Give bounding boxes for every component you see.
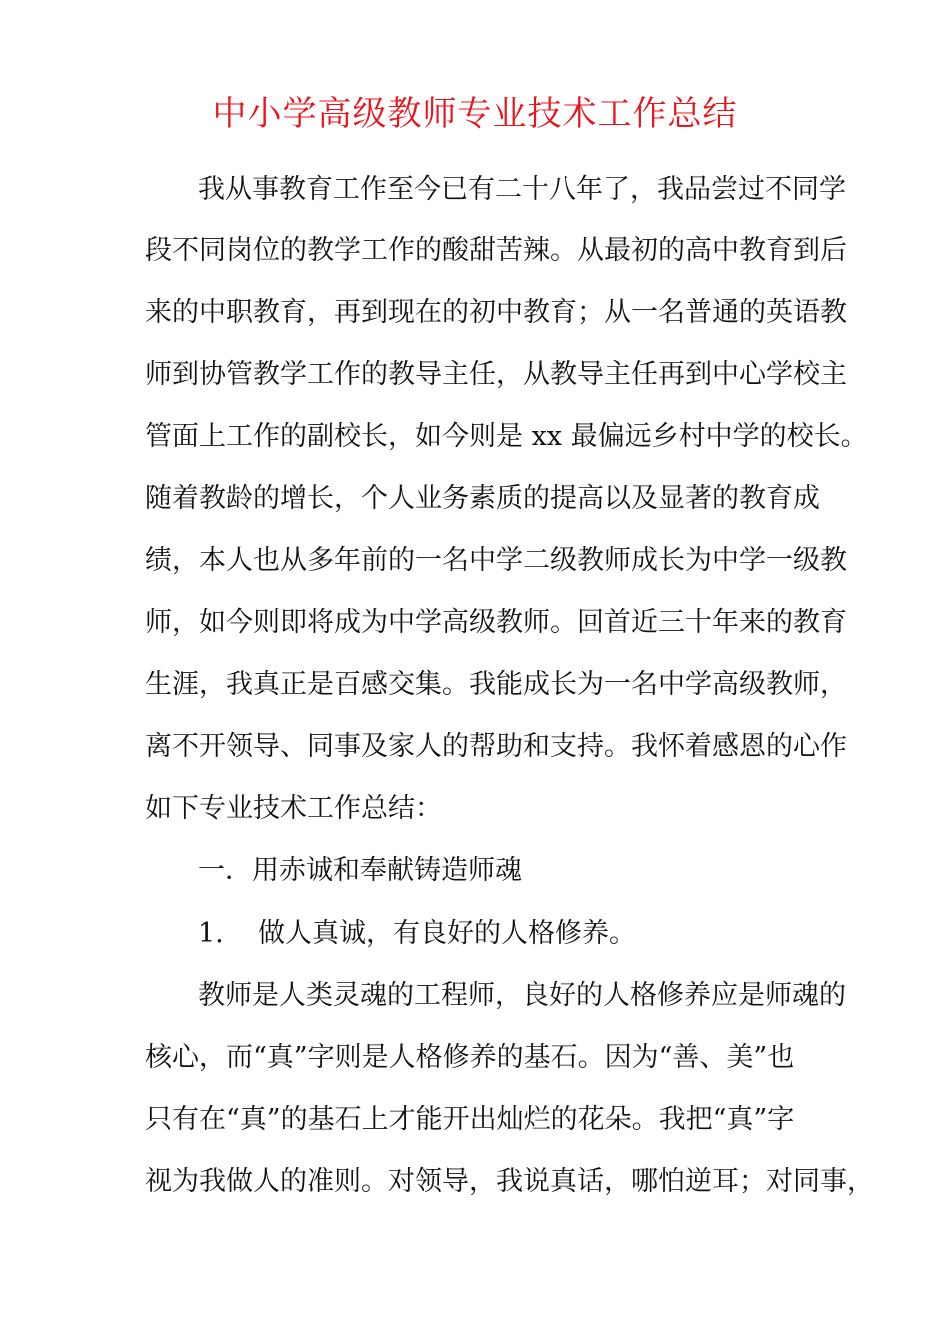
paragraph-line: 绩，本人也从多年前的一名中学二级教师成长为中学一级教 xyxy=(145,545,847,576)
paragraph-line: 我从事教育工作至今已有二十八年了，我品尝过不同学 xyxy=(198,174,846,205)
list-item-text: 做人真诚，有良好的人格修养。 xyxy=(258,918,636,949)
paragraph-line: 视为我做人的准则。对领导，我说真话，哪怕逆耳；对同事， xyxy=(145,1166,874,1197)
paragraph-line: 段不同岗位的教学工作的酸甜苦辣。从最初的高中教育到后 xyxy=(145,235,847,266)
paragraph-line: 随着教龄的增长，个人业务素质的提高以及显著的教育成 xyxy=(145,483,820,514)
list-item-number: 1. xyxy=(198,918,224,949)
document-title: 中小学高级教师专业技术工作总结 xyxy=(212,94,738,134)
paragraph-line: 只有在“真”的基石上才能开出灿烂的花朵。我把“真”字 xyxy=(145,1104,795,1135)
paragraph-line: 来的中职教育，再到现在的初中教育；从一名普通的英语教 xyxy=(145,297,847,328)
paragraph-line: 师，如今则即将成为中学高级教师。回首近三十年来的教育 xyxy=(145,607,847,638)
paragraph-line: 离不开领导、同事及家人的帮助和支持。我怀着感恩的心作 xyxy=(145,731,847,762)
section-heading: 一．用赤诚和奉献铸造师魂 xyxy=(198,855,522,886)
paragraph-line: 教师是人类灵魂的工程师，良好的人格修养应是师魂的 xyxy=(198,980,846,1011)
paragraph-line: 师到协管教学工作的教导主任，从教导主任再到中心学校主 xyxy=(145,359,847,390)
paragraph-line: 生涯，我真正是百感交集。我能成长为一名中学高级教师， xyxy=(145,669,847,700)
paragraph-line: 核心，而“真”字则是人格修养的基石。因为“善、美”也 xyxy=(145,1042,795,1073)
paragraph-line: 管面上工作的副校长，如今则是 xx 最偏远乡村中学的校长。 xyxy=(145,421,868,452)
paragraph-line: 如下专业技术工作总结： xyxy=(145,793,442,824)
